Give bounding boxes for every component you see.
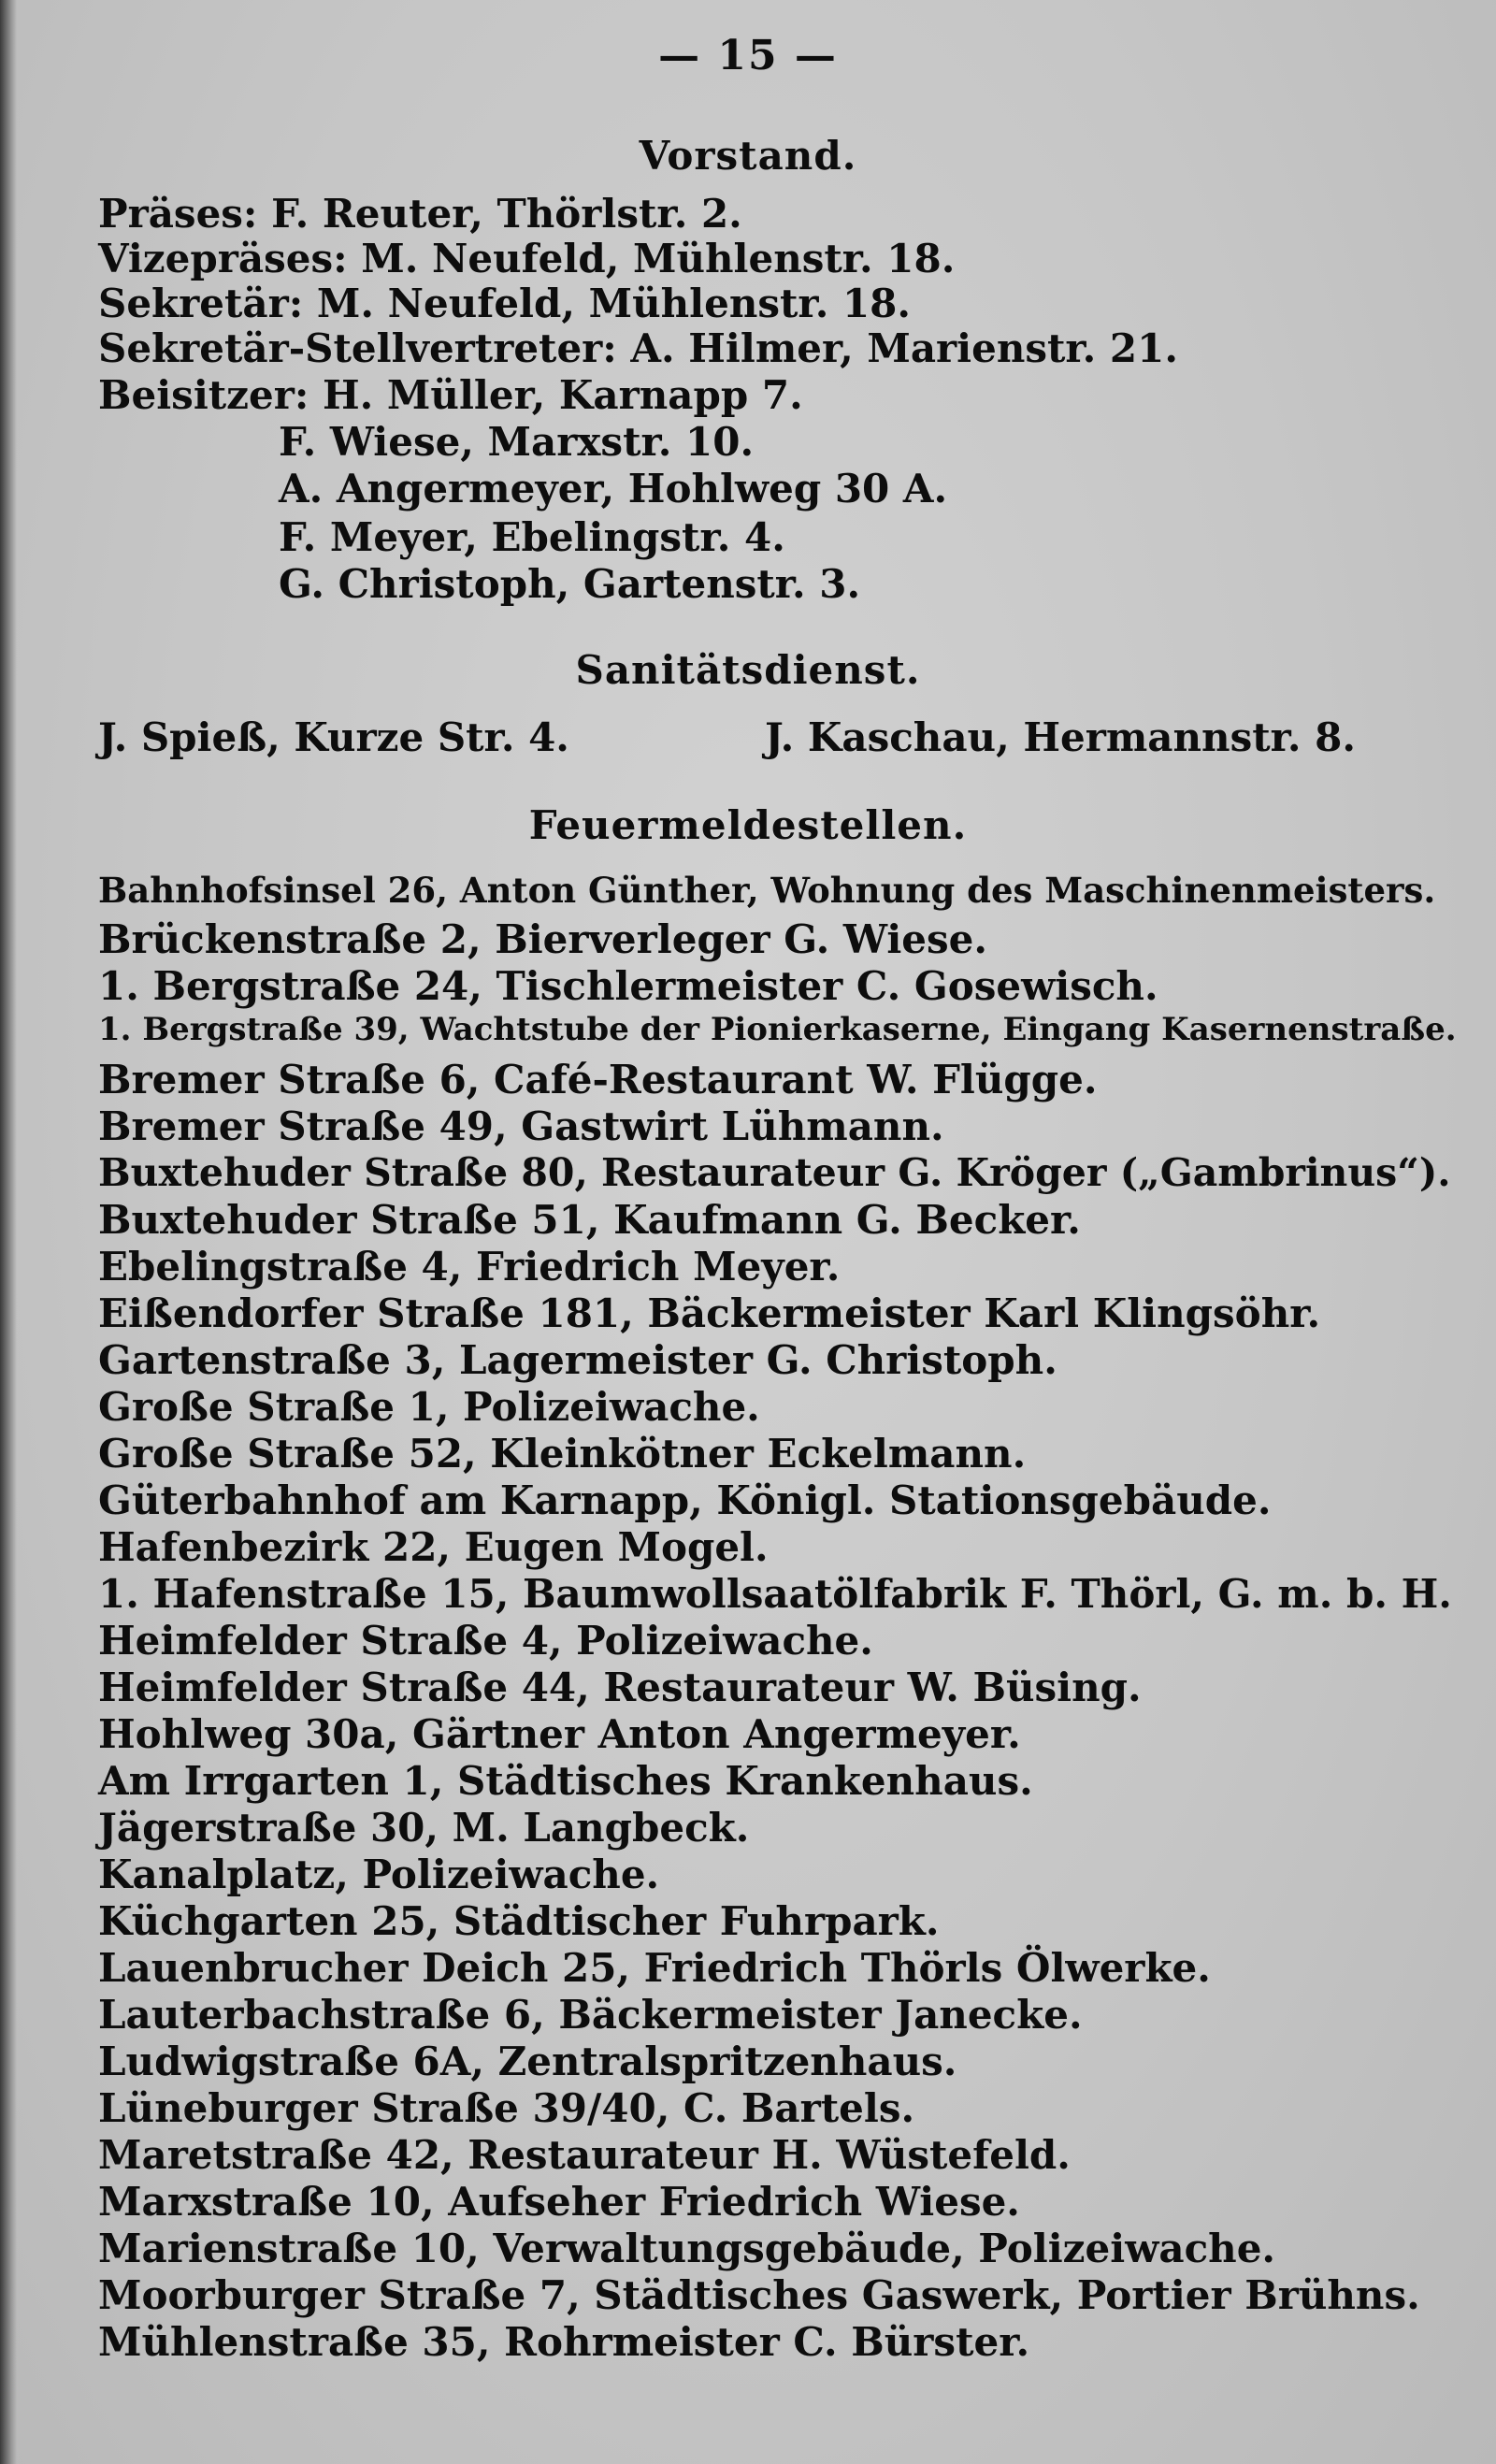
sanitaetsdienst-heading: Sanitätsdienst. — [575, 647, 921, 693]
feuermeldestelle-entry: Ebelingstraße 4, Friedrich Meyer. — [98, 1244, 841, 1290]
feuermeldestelle-entry: Maretstraße 42, Restaurateur H. Wüstefeld. — [98, 2132, 1071, 2178]
vorstand-line: Sekretär-Stellvertreter: A. Hilmer, Marienstr. 21. — [98, 325, 1178, 371]
feuermeldestelle-entry: Ludwigstraße 6A, Zentralspritzenhaus. — [98, 2039, 957, 2084]
vorstand-line: Beisitzer: H. Müller, Karnapp 7. — [98, 372, 803, 418]
feuermeldestelle-entry: Güterbahnhof am Karnapp, Königl. Stationsgebäude. — [98, 1477, 1272, 1523]
feuermeldestelle-entry: Große Straße 1, Polizeiwache. — [98, 1384, 760, 1430]
page-binding-edge — [0, 0, 17, 2464]
feuermeldestelle-entry: Bahnhofsinsel 26, Anton Günther, Wohnung des Maschinenmeisters. — [98, 870, 1436, 911]
feuermeldestelle-entry: Brückenstraße 2, Bierverleger G. Wiese. — [98, 916, 987, 962]
vorstand-line: Sekretär: M. Neufeld, Mühlenstr. 18. — [98, 281, 912, 326]
feuermeldestelle-entry: 1. Hafenstraße 15, Baumwollsaatölfabrik F. Thörl, G. m. b. H. — [98, 1571, 1452, 1617]
feuermeldestelle-entry: Lauenbrucher Deich 25, Friedrich Thörls Ölwerke. — [98, 1945, 1211, 1991]
feuermeldestellen-heading: Feuermeldestellen. — [528, 802, 968, 848]
feuermeldestelle-entry: Gartenstraße 3, Lagermeister G. Christoph. — [98, 1337, 1057, 1383]
feuermeldestelle-entry: Lüneburger Straße 39/40, C. Bartels. — [98, 2085, 915, 2131]
feuermeldestelle-entry: 1. Bergstraße 39, Wachtstube der Pionierkaserne, Eingang Kasernenstraße. — [98, 1011, 1457, 1048]
feuermeldestelle-entry: Moorburger Straße 7, Städtisches Gaswerk, Portier Brühns. — [98, 2272, 1420, 2318]
beisitzer-line: A. Angermeyer, Hohlweg 30 A. — [279, 466, 948, 512]
feuermeldestelle-entry: 1. Bergstraße 24, Tischlermeister C. Gosewisch. — [98, 963, 1158, 1009]
feuermeldestelle-entry: Hohlweg 30a, Gärtner Anton Angermeyer. — [98, 1711, 1021, 1757]
vorstand-line: Vizepräses: M. Neufeld, Mühlenstr. 18. — [98, 236, 956, 281]
feuermeldestelle-entry: Bremer Straße 49, Gastwirt Lühmann. — [98, 1103, 944, 1149]
feuermeldestelle-entry: Eißendorfer Straße 181, Bäckermeister Karl Klingsöhr. — [98, 1290, 1321, 1336]
sanitaetsdienst-right: J. Kaschau, Hermannstr. 8. — [765, 714, 1356, 760]
feuermeldestelle-entry: Küchgarten 25, Städtischer Fuhrpark. — [98, 1898, 940, 1944]
feuermeldestelle-entry: Am Irrgarten 1, Städtisches Krankenhaus. — [98, 1758, 1033, 1804]
feuermeldestelle-entry: Mühlenstraße 35, Rohrmeister C. Bürster. — [98, 2319, 1030, 2365]
feuermeldestelle-entry: Marxstraße 10, Aufseher Friedrich Wiese. — [98, 2179, 1020, 2225]
feuermeldestelle-entry: Heimfelder Straße 4, Polizeiwache. — [98, 1618, 873, 1664]
beisitzer-line: F. Meyer, Ebelingstr. 4. — [279, 514, 785, 560]
beisitzer-line: F. Wiese, Marxstr. 10. — [279, 419, 755, 465]
page-number: — 15 — — [658, 32, 838, 79]
feuermeldestelle-entry: Große Straße 52, Kleinkötner Eckelmann. — [98, 1431, 1027, 1477]
feuermeldestelle-entry: Bremer Straße 6, Café-Restaurant W. Flügge. — [98, 1057, 1098, 1102]
sanitaetsdienst-left: J. Spieß, Kurze Str. 4. — [98, 714, 569, 760]
feuermeldestelle-entry: Buxtehuder Straße 80, Restaurateur G. Kröger („Gambrinus“). — [98, 1150, 1451, 1195]
feuermeldestelle-entry: Lauterbachstraße 6, Bäckermeister Janecke. — [98, 1992, 1083, 2038]
vorstand-heading: Vorstand. — [639, 133, 857, 179]
vorstand-line: Präses: F. Reuter, Thörlstr. 2. — [98, 191, 742, 237]
feuermeldestelle-entry: Marienstraße 10, Verwaltungsgebäude, Polizeiwache. — [98, 2226, 1276, 2271]
feuermeldestelle-entry: Hafenbezirk 22, Eugen Mogel. — [98, 1524, 769, 1570]
feuermeldestelle-entry: Jägerstraße 30, M. Langbeck. — [98, 1805, 750, 1851]
feuermeldestelle-entry: Heimfelder Straße 44, Restaurateur W. Büsing. — [98, 1664, 1142, 1710]
beisitzer-line: G. Christoph, Gartenstr. 3. — [279, 561, 861, 607]
feuermeldestelle-entry: Buxtehuder Straße 51, Kaufmann G. Becker. — [98, 1197, 1081, 1243]
feuermeldestelle-entry: Kanalplatz, Polizeiwache. — [98, 1852, 660, 1897]
